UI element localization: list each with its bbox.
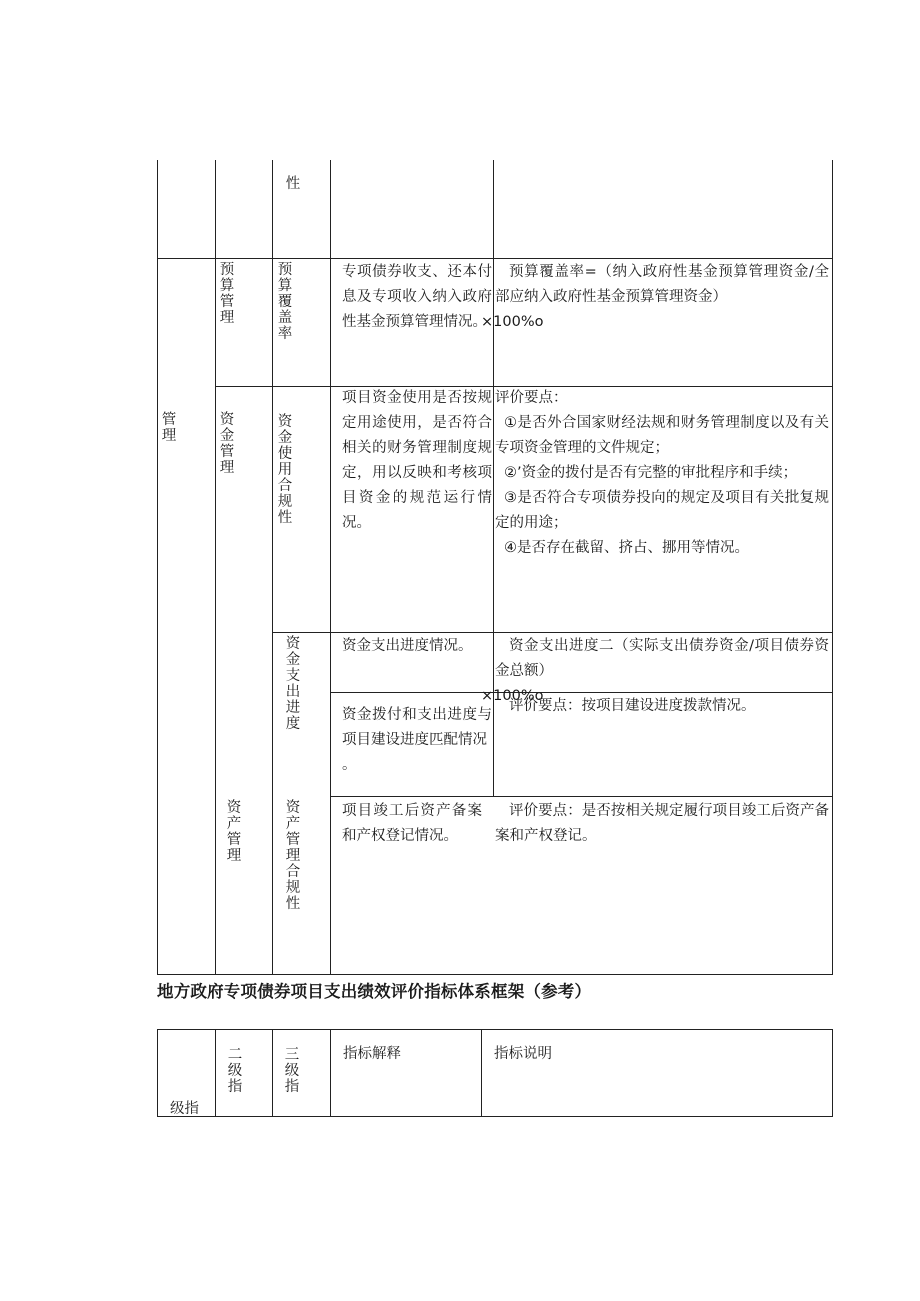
table2-border-bottom [157, 1116, 833, 1117]
explain-cell: 项目资金使用是否按规定用途使用，是否符合相关的财务管理制度规定，用以反映和考核项目资金的规范运行情况。 [342, 390, 492, 531]
level3-zichan-hegui: 资产管理合规性 [285, 800, 301, 912]
header-level2: 二级指 [227, 1047, 243, 1095]
desc-text: 资金支出进度二（实际支出债券资金/项目债券资金总额） [495, 638, 829, 679]
explain-text: 资金拨付和支出进度与项目建设进度匹配情况 [342, 707, 492, 748]
explain-cell: 项目竣工后资产备案和产权登记情况。 [342, 803, 482, 844]
table2-col-line [330, 1029, 331, 1117]
table1-col-line [272, 160, 273, 975]
table1-col-line [215, 160, 216, 975]
table1-row-line [272, 632, 833, 633]
desc-cell [481, 260, 829, 335]
level3-heguixing: 资金使用合规性 [277, 414, 293, 526]
level2-zijin: 资金管理 [219, 412, 235, 476]
table1-row-line [330, 796, 833, 797]
header-level3: 三级指 [284, 1047, 300, 1095]
table2-border-left [157, 1029, 158, 1117]
level2-yusuan: 预算管理 [219, 262, 235, 326]
table1-col-line [330, 160, 331, 975]
desc-item: ④是否存在截留、挤占、挪用等情况。 [504, 540, 749, 556]
desc-head: 评价要点： [495, 390, 568, 406]
explain-cell [342, 703, 492, 778]
desc-formula: ×100%o [481, 314, 544, 330]
desc-formula: ×100%o [481, 688, 544, 704]
explain-cell: 资金支出进度情况。 [342, 638, 473, 654]
desc-cell: 评价要点：按项目建设进度拨款情况。 [509, 698, 756, 714]
level3-jindu: 资金支出进度 [285, 636, 301, 732]
table1-row-line [157, 258, 833, 259]
level2-zichan: 资产管理 [226, 800, 242, 864]
table2-col-line [215, 1029, 216, 1117]
desc-item: ①是否外合国家财经法规和财务管理制度以及有关专项资金管理的文件规定； [495, 415, 829, 456]
table2-border-top [157, 1029, 833, 1030]
explain-cell: 专项债券收支、还本付息及专项收入纳入政府性基金预算管理情况。 [342, 264, 492, 330]
table2-col-line [481, 1029, 482, 1117]
desc-item: ②’资金的拨付是否有完整的审批程序和手续； [504, 465, 798, 481]
table2-col-line [272, 1029, 273, 1117]
level1-guanli: 管理 [161, 412, 177, 444]
level3-xing: 性 [285, 176, 301, 192]
level3-fugai: 预算覆盖率 [277, 262, 293, 342]
header-desc: 指标说明 [494, 1046, 552, 1062]
table2-border-right [832, 1029, 833, 1117]
desc-text: 预算覆盖率=（纳入政府性基金预算管理资金/全部应纳入政府性基金预算管理资金） [495, 264, 829, 305]
desc-cell: 评价要点：是否按相关规定履行项目竣工后资产备案和产权登记。 [495, 803, 829, 844]
header-level1: 级指 [170, 1101, 199, 1117]
table1-border-left [157, 160, 158, 975]
header-explain: 指标解释 [343, 1046, 401, 1062]
desc-item: ③是否符合专项债券投向的规定及项目有关批复规定的用途； [495, 490, 829, 531]
table1-border-bottom [157, 974, 833, 975]
desc-cell [495, 386, 829, 561]
explain-tail: 。 [342, 757, 357, 773]
section-title: 地方政府专项债券项目支出绩效评价指标体系框架（参考） [157, 982, 592, 1001]
table1-border-right [832, 160, 833, 975]
